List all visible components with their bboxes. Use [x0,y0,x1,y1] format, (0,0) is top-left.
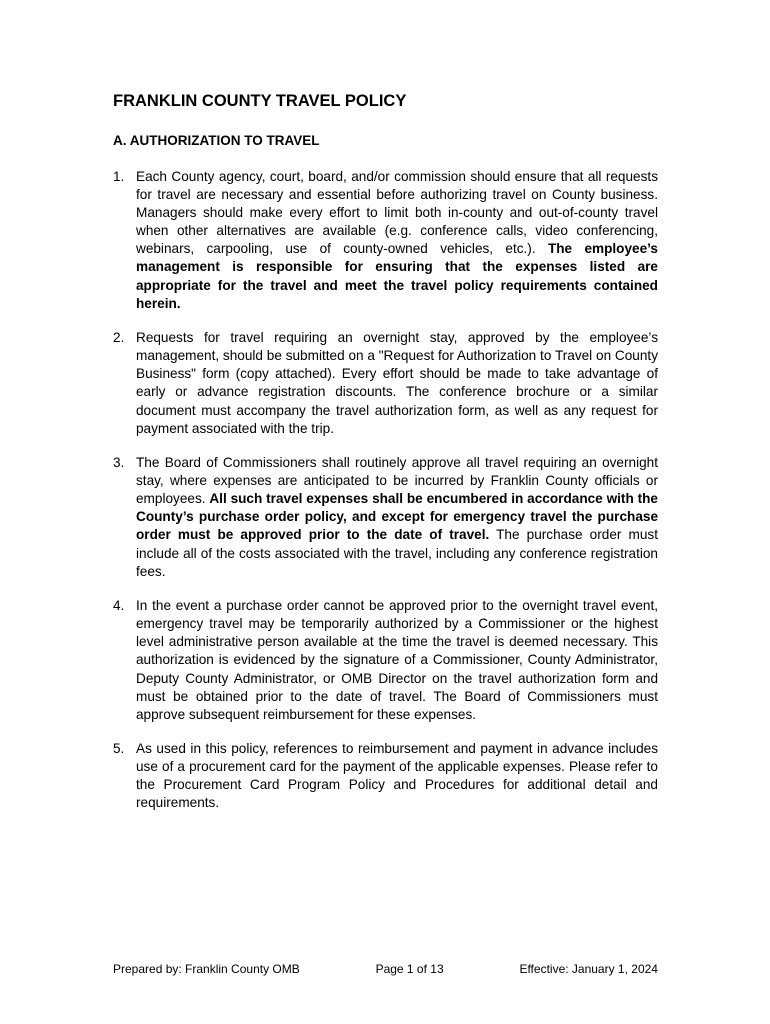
section-heading: A. AUTHORIZATION TO TRAVEL [113,133,320,148]
item-body [136,454,658,581]
item-text: Each County agency, court, board, and/or commission should ensure that all requests for travel are necessary and essential before authorizing travel on County business. Managers should make every effort to limit both in-county and out-of-county travel when other alternatives are available (e.g. conference calls, video conferencing, webinars, carpooling, use of county-owned vehicles, etc.). [136,169,658,257]
item-number: 2. [113,330,125,346]
item-number: 4. [113,598,125,614]
footer-prepared-by: Prepared by: Franklin County OMB [113,962,300,976]
policy-item [113,740,658,812]
item-number: 3. [113,455,125,471]
footer-page-number: Page 1 of 13 [375,962,444,976]
policy-item [113,168,658,313]
policy-list [113,168,658,829]
item-body [136,168,658,313]
footer-effective-date: Effective: January 1, 2024 [519,962,658,976]
item-text: As used in this policy, references to reimbursement and payment in advance includes use of a procurement card for the payment of the applicable expenses. Please refer to the Procurement Card Program Policy and Procedures for additional detail and requirements. [136,741,658,811]
item-number: 1. [113,169,125,184]
policy-item [113,597,658,724]
item-text: The Board of Commissioners shall routinely approve all travel requiring an overnight stay, where expenses are anticipated to be incurred by Franklin County officials or employees. [136,455,658,507]
item-body [136,740,658,812]
document-title: FRANKLIN COUNTY TRAVEL POLICY [113,92,407,110]
item-text: Requests for travel requiring an overnight stay, approved by the employee’s management, should be submitted on a "Request for Authorization to Travel on County Business" form (copy attached). Every effort should be made to take advantage of early or advance registration discounts. The conference brochure or a similar document must accompany the travel authorization form, as well as any request for payment associated with the trip. [136,330,658,436]
item-number: 5. [113,741,125,757]
item-bold-text: The employee’s management is responsible for ensuring that the expenses listed are appropriate for the travel and meet the travel policy requirements contained herein. [136,241,658,311]
item-text-after: The purchase order must include all of the costs associated with the travel, including any conference registration fees. [136,527,658,579]
policy-item [113,454,658,581]
item-body [136,329,658,438]
item-text: In the event a purchase order cannot be approved prior to the overnight travel event, emergency travel may be temporarily authorized by a Commissioner or the highest level administrative person available at the time the travel is deemed necessary. This authorization is evidenced by the signature of a Commissioner, County Administrator, Deputy County Administrator, or OMB Director on the travel authorization form and must be obtained prior to the date of travel. The Board of Commissioners must approve subsequent reimbursement for these expenses. [136,598,658,722]
item-bold-text: All such travel expenses shall be encumbered in accordance with the County’s purchase order policy, and except for emergency travel the purchase order must be approved prior to the date of travel. [136,491,658,543]
item-body [136,597,658,724]
policy-item [113,329,658,438]
page-footer [113,962,658,976]
